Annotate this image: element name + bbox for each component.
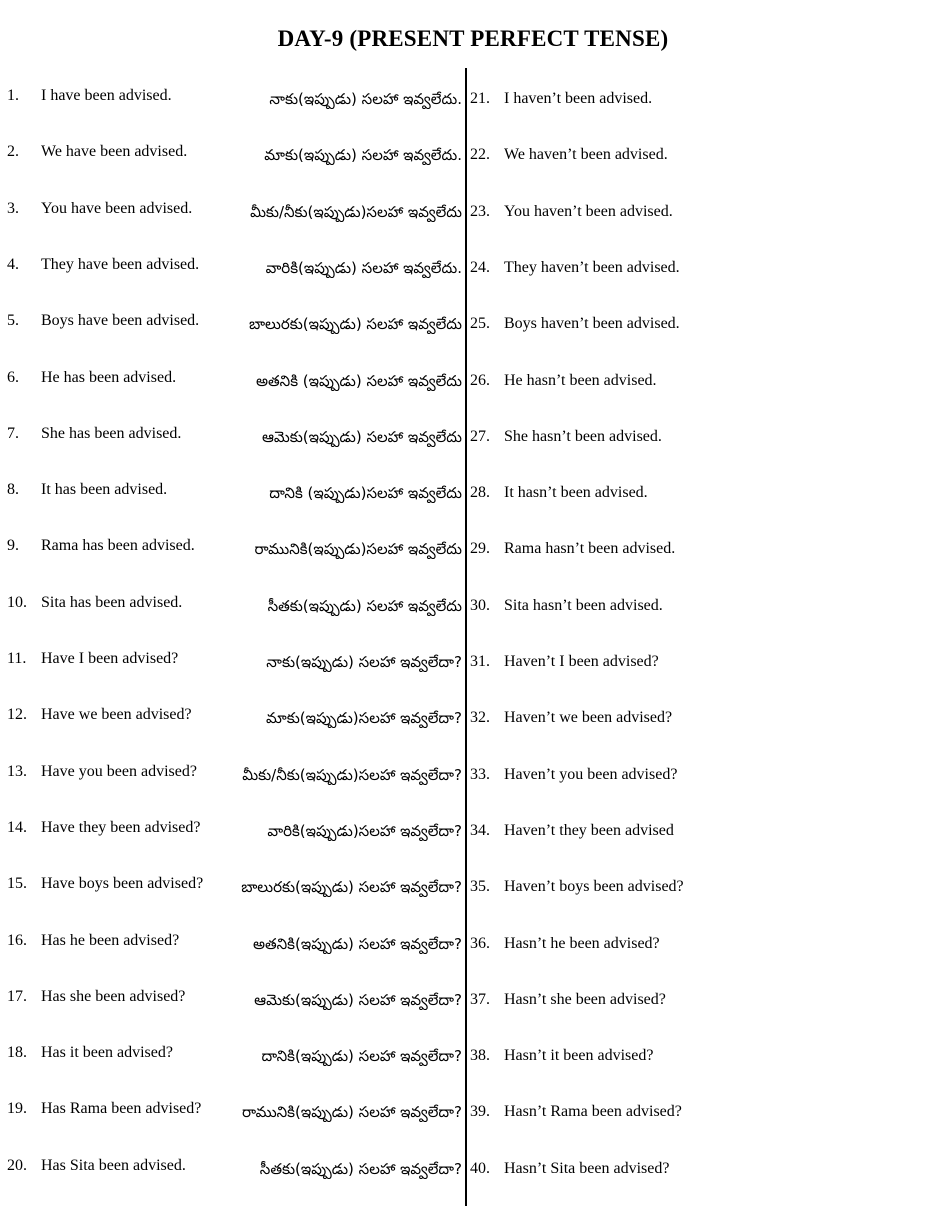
english-sentence: Hasn’t it been advised?	[504, 1047, 654, 1065]
english-sentence: Have boys been advised?	[41, 875, 204, 893]
telugu-translation: ఆమెకు(ఇప్పుడు) సలహా ఇవ్వలేదా?	[254, 990, 462, 1009]
sentence-number: 9.	[7, 537, 19, 555]
english-sentence: It hasn’t been advised.	[504, 484, 648, 502]
english-sentence: He hasn’t been advised.	[504, 371, 657, 389]
sentence-number: 4.	[7, 255, 19, 273]
english-sentence: Have you been advised?	[41, 762, 197, 780]
telugu-translation: అతనికి(ఇప్పుడు) సలహా ఇవ్వలేదా?	[252, 934, 462, 953]
english-sentence: Has Sita been advised.	[41, 1156, 186, 1174]
sentence-number: 10.	[7, 593, 27, 611]
telugu-translation: నాకు(ఇప్పుడు) సలహా ఇవ్వలేదు.	[269, 90, 462, 108]
english-sentence: Hasn’t she been advised?	[504, 990, 666, 1008]
telugu-translation: సీతకు(ఇప్పుడు) సలహా ఇవ్వలేదు	[267, 596, 462, 615]
telugu-translation: మాకు(ఇప్పుడు) సలహా ఇవ్వలేదు.	[264, 146, 462, 165]
telugu-translation: రామునికి(ఇప్పుడు)సలహా ఇవ్వలేదు	[254, 540, 462, 559]
sentence-number: 39.	[470, 1103, 490, 1121]
telugu-translation: ఆమెకు(ఇప్పుడు) సలహా ఇవ్వలేదు	[261, 427, 462, 446]
english-sentence: Sita hasn’t been advised.	[504, 596, 663, 614]
telugu-translation: దానికి(ఇప్పుడు) సలహా ఇవ్వలేదా?	[261, 1047, 462, 1066]
telugu-translation: నాకు(ఇప్పుడు) సలహా ఇవ్వలేదా?	[266, 653, 462, 671]
english-sentence: Boys haven’t been advised.	[504, 315, 680, 333]
sentence-number: 32.	[470, 709, 490, 727]
page-title: DAY-9 (PRESENT PERFECT TENSE)	[277, 26, 669, 51]
english-sentence: Has it been advised?	[41, 1044, 173, 1062]
sentence-number: 15.	[7, 875, 27, 893]
english-sentence: You have been advised.	[41, 199, 193, 217]
sentence-number: 13.	[7, 762, 27, 780]
english-sentence: Hasn’t Rama been advised?	[504, 1103, 682, 1121]
sentence-number: 21.	[470, 90, 490, 107]
telugu-translation: రామునికి(ఇప్పుడు) సలహా ఇవ్వలేదా?	[242, 1103, 462, 1122]
english-sentence: Boys have been advised.	[41, 312, 200, 330]
sentence-number: 11.	[7, 650, 27, 667]
sentence-number: 16.	[7, 931, 27, 949]
sentence-number: 1.	[7, 87, 19, 104]
english-sentence: Has he been advised?	[41, 931, 180, 949]
sentence-number: 2.	[7, 143, 19, 161]
sentence-number: 38.	[470, 1047, 490, 1065]
sentence-number: 20.	[7, 1156, 27, 1174]
english-sentence: We haven’t been advised.	[504, 146, 668, 164]
english-sentence: They have been advised.	[41, 255, 200, 273]
sentence-number: 34.	[470, 821, 490, 839]
telugu-translation: మీకు/నీకు(ఇప్పుడు)సలహా ఇవ్వలేదు	[250, 202, 462, 221]
english-sentence: I have been advised.	[41, 87, 172, 104]
english-sentence: Has she been advised?	[41, 987, 186, 1005]
sentence-number: 3.	[7, 199, 19, 217]
english-sentence: It has been advised.	[41, 481, 168, 499]
english-sentence: Haven’t we been advised?	[504, 709, 673, 727]
sentence-number: 17.	[7, 987, 27, 1005]
sentence-number: 26.	[470, 371, 490, 389]
sentence-number: 28.	[470, 484, 490, 502]
telugu-translation: మీకు/నీకు(ఇప్పుడు)సలహా ఇవ్వలేదా?	[242, 765, 462, 784]
sentence-number: 18.	[7, 1044, 27, 1062]
sentence-number: 5.	[7, 312, 19, 330]
sentence-number: 31.	[470, 653, 490, 670]
sentence-number: 19.	[7, 1100, 27, 1118]
telugu-translation: దానికి (ఇప్పుడు)సలహా ఇవ్వలేదు	[269, 484, 462, 503]
english-sentence: Have we been advised?	[41, 706, 192, 724]
sentence-number: 7.	[7, 424, 19, 442]
sentence-number: 14.	[7, 818, 27, 836]
telugu-translation: బాలురకు(ఇప్పుడు) సలహా ఇవ్వలేదా?	[241, 878, 462, 897]
english-sentence: Have I been advised?	[41, 650, 179, 667]
sentence-number: 12.	[7, 706, 27, 724]
english-sentence: You haven’t been advised.	[504, 202, 673, 220]
sentence-number: 36.	[470, 934, 490, 952]
column-divider	[465, 68, 467, 1206]
english-sentence: Rama has been advised.	[41, 537, 195, 555]
sentence-number: 35.	[470, 878, 490, 896]
telugu-translation: అతనికి (ఇప్పుడు) సలహా ఇవ్వలేదు	[256, 371, 462, 390]
sentence-number: 40.	[470, 1159, 490, 1177]
sentence-number: 33.	[470, 765, 490, 783]
sentence-number: 27.	[470, 427, 490, 445]
english-sentence: He has been advised.	[41, 368, 177, 386]
telugu-translation: బాలురకు(ఇప్పుడు) సలహా ఇవ్వలేదు	[248, 315, 462, 334]
sentence-number: 25.	[470, 315, 490, 333]
english-sentence: Haven’t I been advised?	[504, 653, 659, 670]
english-sentence: She hasn’t been advised.	[504, 427, 662, 445]
telugu-translation: వారికి(ఇప్పుడు)సలహా ఇవ్వలేదా?	[267, 821, 462, 840]
english-sentence: Haven’t boys been advised?	[504, 878, 684, 896]
english-sentence: They haven’t been advised.	[504, 258, 680, 276]
english-sentence: Have they been advised?	[41, 818, 201, 836]
sentence-number: 29.	[470, 540, 490, 558]
telugu-translation: వారికి(ఇప్పుడు) సలహా ఇవ్వలేదు.	[265, 258, 462, 277]
english-sentence: We have been advised.	[41, 143, 188, 161]
english-sentence: Hasn’t Sita been advised?	[504, 1159, 670, 1177]
sentence-number: 37.	[470, 990, 490, 1008]
sentence-number: 8.	[7, 481, 19, 499]
sentence-number: 30.	[470, 596, 490, 614]
english-sentence: Hasn’t he been advised?	[504, 934, 660, 952]
sentence-number: 23.	[470, 202, 490, 220]
english-sentence: She has been advised.	[41, 424, 182, 442]
telugu-translation: సీతకు(ఇప్పుడు) సలహా ఇవ్వలేదా?	[259, 1159, 462, 1178]
english-sentence: Haven’t you been advised?	[504, 765, 678, 783]
english-sentence: Haven’t they been advised	[504, 821, 674, 839]
english-sentence: Sita has been advised.	[41, 593, 183, 611]
english-sentence: Rama hasn’t been advised.	[504, 540, 676, 558]
english-sentence: I haven’t been advised.	[504, 90, 653, 107]
sentence-number: 22.	[470, 146, 490, 164]
sentence-number: 6.	[7, 368, 19, 386]
english-sentence: Has Rama been advised?	[41, 1100, 202, 1118]
sentence-number: 24.	[470, 258, 490, 276]
telugu-translation: మాకు(ఇప్పుడు)సలహా ఇవ్వలేదా?	[265, 709, 462, 728]
